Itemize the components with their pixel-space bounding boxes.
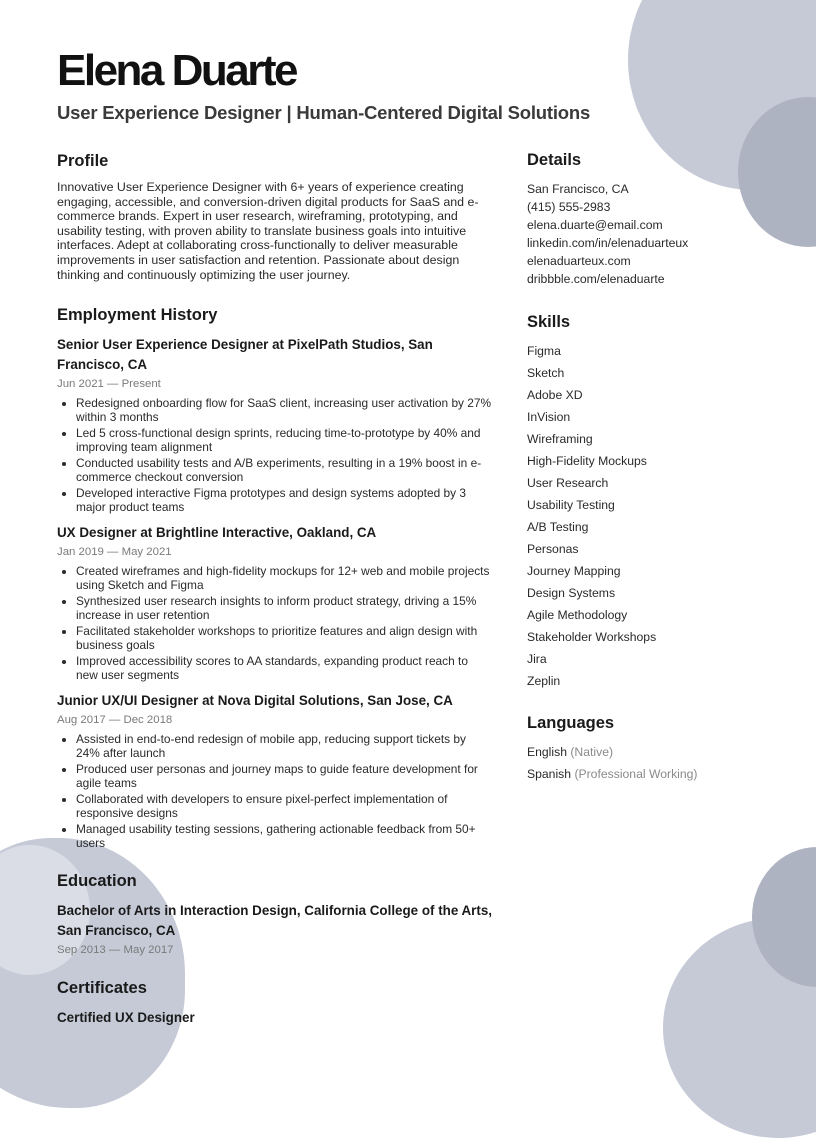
job-entry <box>57 691 493 850</box>
skill-item: Personas <box>527 542 579 556</box>
skills-section <box>527 311 777 692</box>
job-bullet: • Facilitated stakeholder workshops to prioritize features and align design with business goals <box>76 624 493 652</box>
skill-item: Sketch <box>527 366 565 380</box>
skill-item: High-Fidelity Mockups <box>527 454 647 468</box>
detail-phone[interactable]: (415) 555-2983 <box>527 200 611 214</box>
profile-heading: Profile <box>57 152 109 170</box>
certificates-section <box>57 977 493 1028</box>
skill-item: Jira <box>527 652 547 666</box>
job-bullet: • Managed usability testing sessions, gathering actionable feedback from 50+ users <box>76 822 493 850</box>
degree-title: Bachelor of Arts in Interaction Design, California College of the Arts, San Francisco, CA <box>57 903 493 939</box>
candidate-title: User Experience Designer | Human-Centered Digital Solutions <box>57 102 591 123</box>
job-title: Junior UX/UI Designer at Nova Digital Solutions, San Jose, CA <box>57 693 453 709</box>
skill-item: Design Systems <box>527 586 616 600</box>
job-entry <box>57 335 493 514</box>
education-dates: Sep 2013 — May 2017 <box>57 944 174 957</box>
detail-website[interactable]: elenaduarteux.com <box>527 254 631 268</box>
employment-heading: Employment History <box>57 306 218 325</box>
skills-list <box>527 340 777 692</box>
languages-section <box>527 712 777 785</box>
details-list <box>527 180 777 288</box>
job-dates: Aug 2017 — Dec 2018 <box>57 714 173 727</box>
job-dates: Jun 2021 — Present <box>57 378 161 391</box>
job-bullets <box>57 732 493 850</box>
job-bullet: • Collaborated with developers to ensure pixel-perfect implementation of responsive designs <box>76 792 493 820</box>
candidate-name: Elena Duarte <box>57 46 296 95</box>
education-section <box>57 870 493 957</box>
certificate-entry <box>57 1008 493 1028</box>
detail-location: San Francisco, CA <box>527 182 629 196</box>
language-name: English <box>527 745 567 759</box>
education-heading: Education <box>57 872 137 891</box>
detail-dribbble[interactable]: dribbble.com/elenaduarte <box>527 272 665 286</box>
skill-item: User Research <box>527 476 609 490</box>
skill-item: Wireframing <box>527 432 593 446</box>
job-bullet: • Improved accessibility scores to AA standards, expanding product reach to new user segments <box>76 654 493 682</box>
job-entry <box>57 523 493 682</box>
sidebar-column <box>527 149 777 804</box>
job-dates: Jan 2019 — May 2021 <box>57 546 172 559</box>
job-bullet: • Created wireframes and high-fidelity mockups for 12+ web and mobile projects using Sketch and Figma <box>76 564 493 592</box>
skill-item: Journey Mapping <box>527 564 621 578</box>
job-bullet: • Produced user personas and journey maps to guide feature development for agile teams <box>76 762 493 790</box>
job-title: Senior User Experience Designer at PixelPath Studios, San Francisco, CA <box>57 337 433 373</box>
skill-item: Agile Methodology <box>527 608 628 622</box>
job-bullet: • Led 5 cross-functional design sprints, reducing time-to-prototype by 40% and improving team alignment <box>76 426 493 454</box>
job-bullet: • Synthesized user research insights to inform product strategy, driving a 15% increase in user retention <box>76 594 493 622</box>
skill-item: Adobe XD <box>527 388 583 402</box>
languages-list <box>527 741 777 785</box>
employment-section <box>57 304 493 850</box>
skills-heading: Skills <box>527 313 571 331</box>
job-bullets <box>57 396 493 514</box>
skill-item: Stakeholder Workshops <box>527 630 657 644</box>
profile-section <box>57 150 493 282</box>
profile-text: Innovative User Experience Designer with 6+ years of experience creating engaging, accessible, and conversion-driven digital products for SaaS and e-commerce brands. Expert in user research, wireframing, prototyping, and usability testing, with proven ability to translate business goals into intuitive interfaces. Adept at collaborating cross-functionally to deliver measurable improvements in user satisfaction and retention. Passionate about design thinking and continuously optimizing the user journey. <box>57 180 479 282</box>
language-name: Spanish <box>527 767 572 781</box>
language-level: (Native) <box>570 745 614 759</box>
certificates-heading: Certificates <box>57 979 147 998</box>
education-entry <box>57 901 493 957</box>
skill-item: Figma <box>527 344 561 358</box>
job-title: UX Designer at Brightline Interactive, Oakland, CA <box>57 525 377 541</box>
certificate-title: Certified UX Designer <box>57 1010 195 1026</box>
job-bullet: • Assisted in end-to-end redesign of mobile app, reducing support tickets by 24% after launch <box>76 732 493 760</box>
details-section <box>527 149 777 288</box>
job-bullet: • Developed interactive Figma prototypes and design systems adopted by 3 major product teams <box>76 486 493 514</box>
languages-heading: Languages <box>527 714 615 732</box>
skill-item: A/B Testing <box>527 520 589 534</box>
job-bullets <box>57 564 493 682</box>
skill-item: Zeplin <box>527 674 561 688</box>
language-item <box>527 763 777 785</box>
main-column <box>57 150 493 1048</box>
detail-email[interactable]: elena.duarte@email.com <box>527 218 663 232</box>
language-level: (Professional Working) <box>574 767 698 781</box>
language-item <box>527 741 777 763</box>
job-bullet: • Conducted usability tests and A/B experiments, resulting in a 19% boost in e-commerce checkout conversion <box>76 456 493 484</box>
details-heading: Details <box>527 151 582 169</box>
detail-linkedin[interactable]: linkedin.com/in/elenaduarteux <box>527 236 689 250</box>
skill-item: Usability Testing <box>527 498 615 512</box>
job-bullet: • Redesigned onboarding flow for SaaS client, increasing user activation by 27% within 3 months <box>76 396 493 424</box>
skill-item: InVision <box>527 410 571 424</box>
